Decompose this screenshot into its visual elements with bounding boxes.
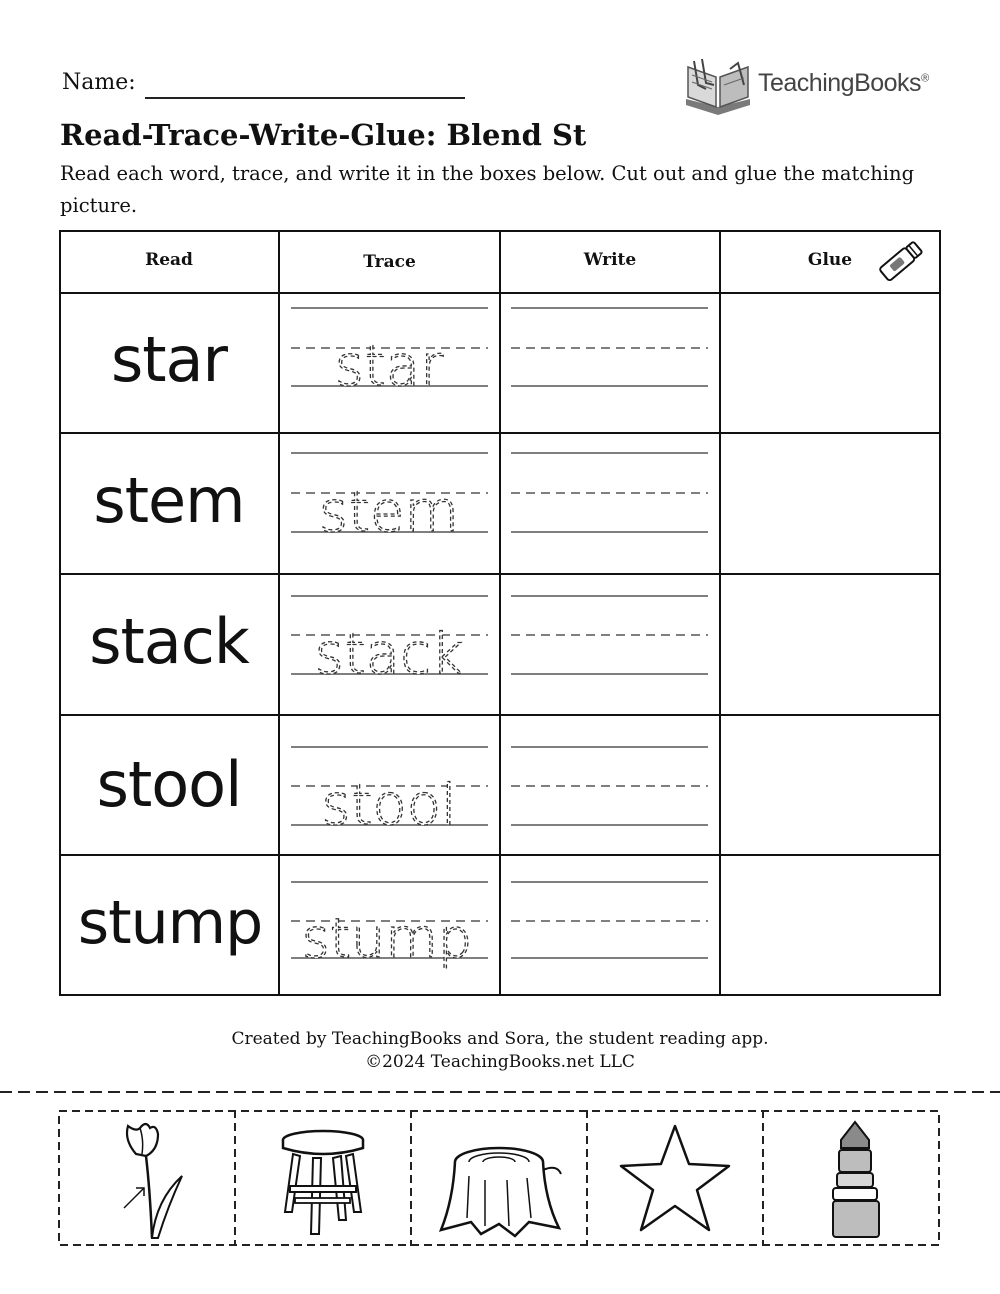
logo-text: TeachingBooks xyxy=(758,69,922,97)
open-book-icon xyxy=(680,55,758,120)
trace-word[interactable]: stool xyxy=(321,773,457,838)
trace-word[interactable]: star xyxy=(334,334,444,399)
read-word: stump xyxy=(77,888,263,958)
write-lines[interactable] xyxy=(503,715,715,855)
column-header-glue-label: Glue xyxy=(807,250,853,270)
trace-word[interactable]: stack xyxy=(314,622,464,687)
name-label: Name: xyxy=(62,70,136,95)
teachingbooks-logo xyxy=(680,55,950,120)
footer xyxy=(0,1028,1000,1074)
write-lines[interactable] xyxy=(503,433,715,574)
cutout-card[interactable] xyxy=(235,1110,411,1246)
cutout-card[interactable] xyxy=(587,1110,763,1246)
read-word: stem xyxy=(93,464,245,537)
glue-stick-icon xyxy=(873,233,929,289)
write-lines[interactable] xyxy=(503,855,715,996)
glue-cell[interactable] xyxy=(721,295,939,432)
instructions: Read each word, trace, and write it in the boxes below. Cut out and glue the matching picture. xyxy=(60,162,915,217)
star-icon xyxy=(587,1110,763,1246)
trace-lines xyxy=(283,433,495,574)
glue-cell[interactable] xyxy=(721,435,939,573)
column-header-write: Write xyxy=(583,250,637,270)
name-field[interactable] xyxy=(145,97,465,99)
column-header-read: Read xyxy=(145,250,193,270)
stool-icon xyxy=(235,1110,411,1246)
glue-cell[interactable] xyxy=(721,717,939,854)
cutout-pictures xyxy=(58,1110,940,1246)
page-title: Read-Trace-Write-Glue: Blend St xyxy=(60,118,587,152)
trace-word[interactable]: stump xyxy=(301,907,473,970)
tulip-icon xyxy=(58,1110,234,1246)
read-word: stool xyxy=(96,748,242,821)
stump-icon xyxy=(411,1110,587,1246)
worksheet-table xyxy=(59,230,941,996)
stack-icon xyxy=(763,1110,939,1246)
cut-line xyxy=(0,1090,1000,1094)
cutout-card[interactable] xyxy=(58,1110,234,1246)
trace-lines xyxy=(283,855,495,996)
glue-cell[interactable] xyxy=(721,576,939,714)
write-lines[interactable] xyxy=(503,293,715,433)
write-lines[interactable] xyxy=(503,574,715,715)
cutout-card[interactable] xyxy=(411,1110,587,1246)
footer-copyright: ©2024 TeachingBooks.net LLC xyxy=(365,1052,635,1072)
cutout-card[interactable] xyxy=(763,1110,939,1246)
trace-lines xyxy=(283,574,495,715)
glue-cell[interactable] xyxy=(721,857,939,994)
read-word: stack xyxy=(89,605,249,678)
read-word: star xyxy=(110,323,228,396)
column-header-trace: Trace xyxy=(363,252,416,272)
trace-lines xyxy=(283,293,495,433)
trademark-symbol: ® xyxy=(921,72,929,85)
footer-credit: Created by TeachingBooks and Sora, the student reading app. xyxy=(231,1029,769,1049)
trace-word[interactable]: stem xyxy=(318,480,460,545)
trace-lines xyxy=(283,715,495,855)
